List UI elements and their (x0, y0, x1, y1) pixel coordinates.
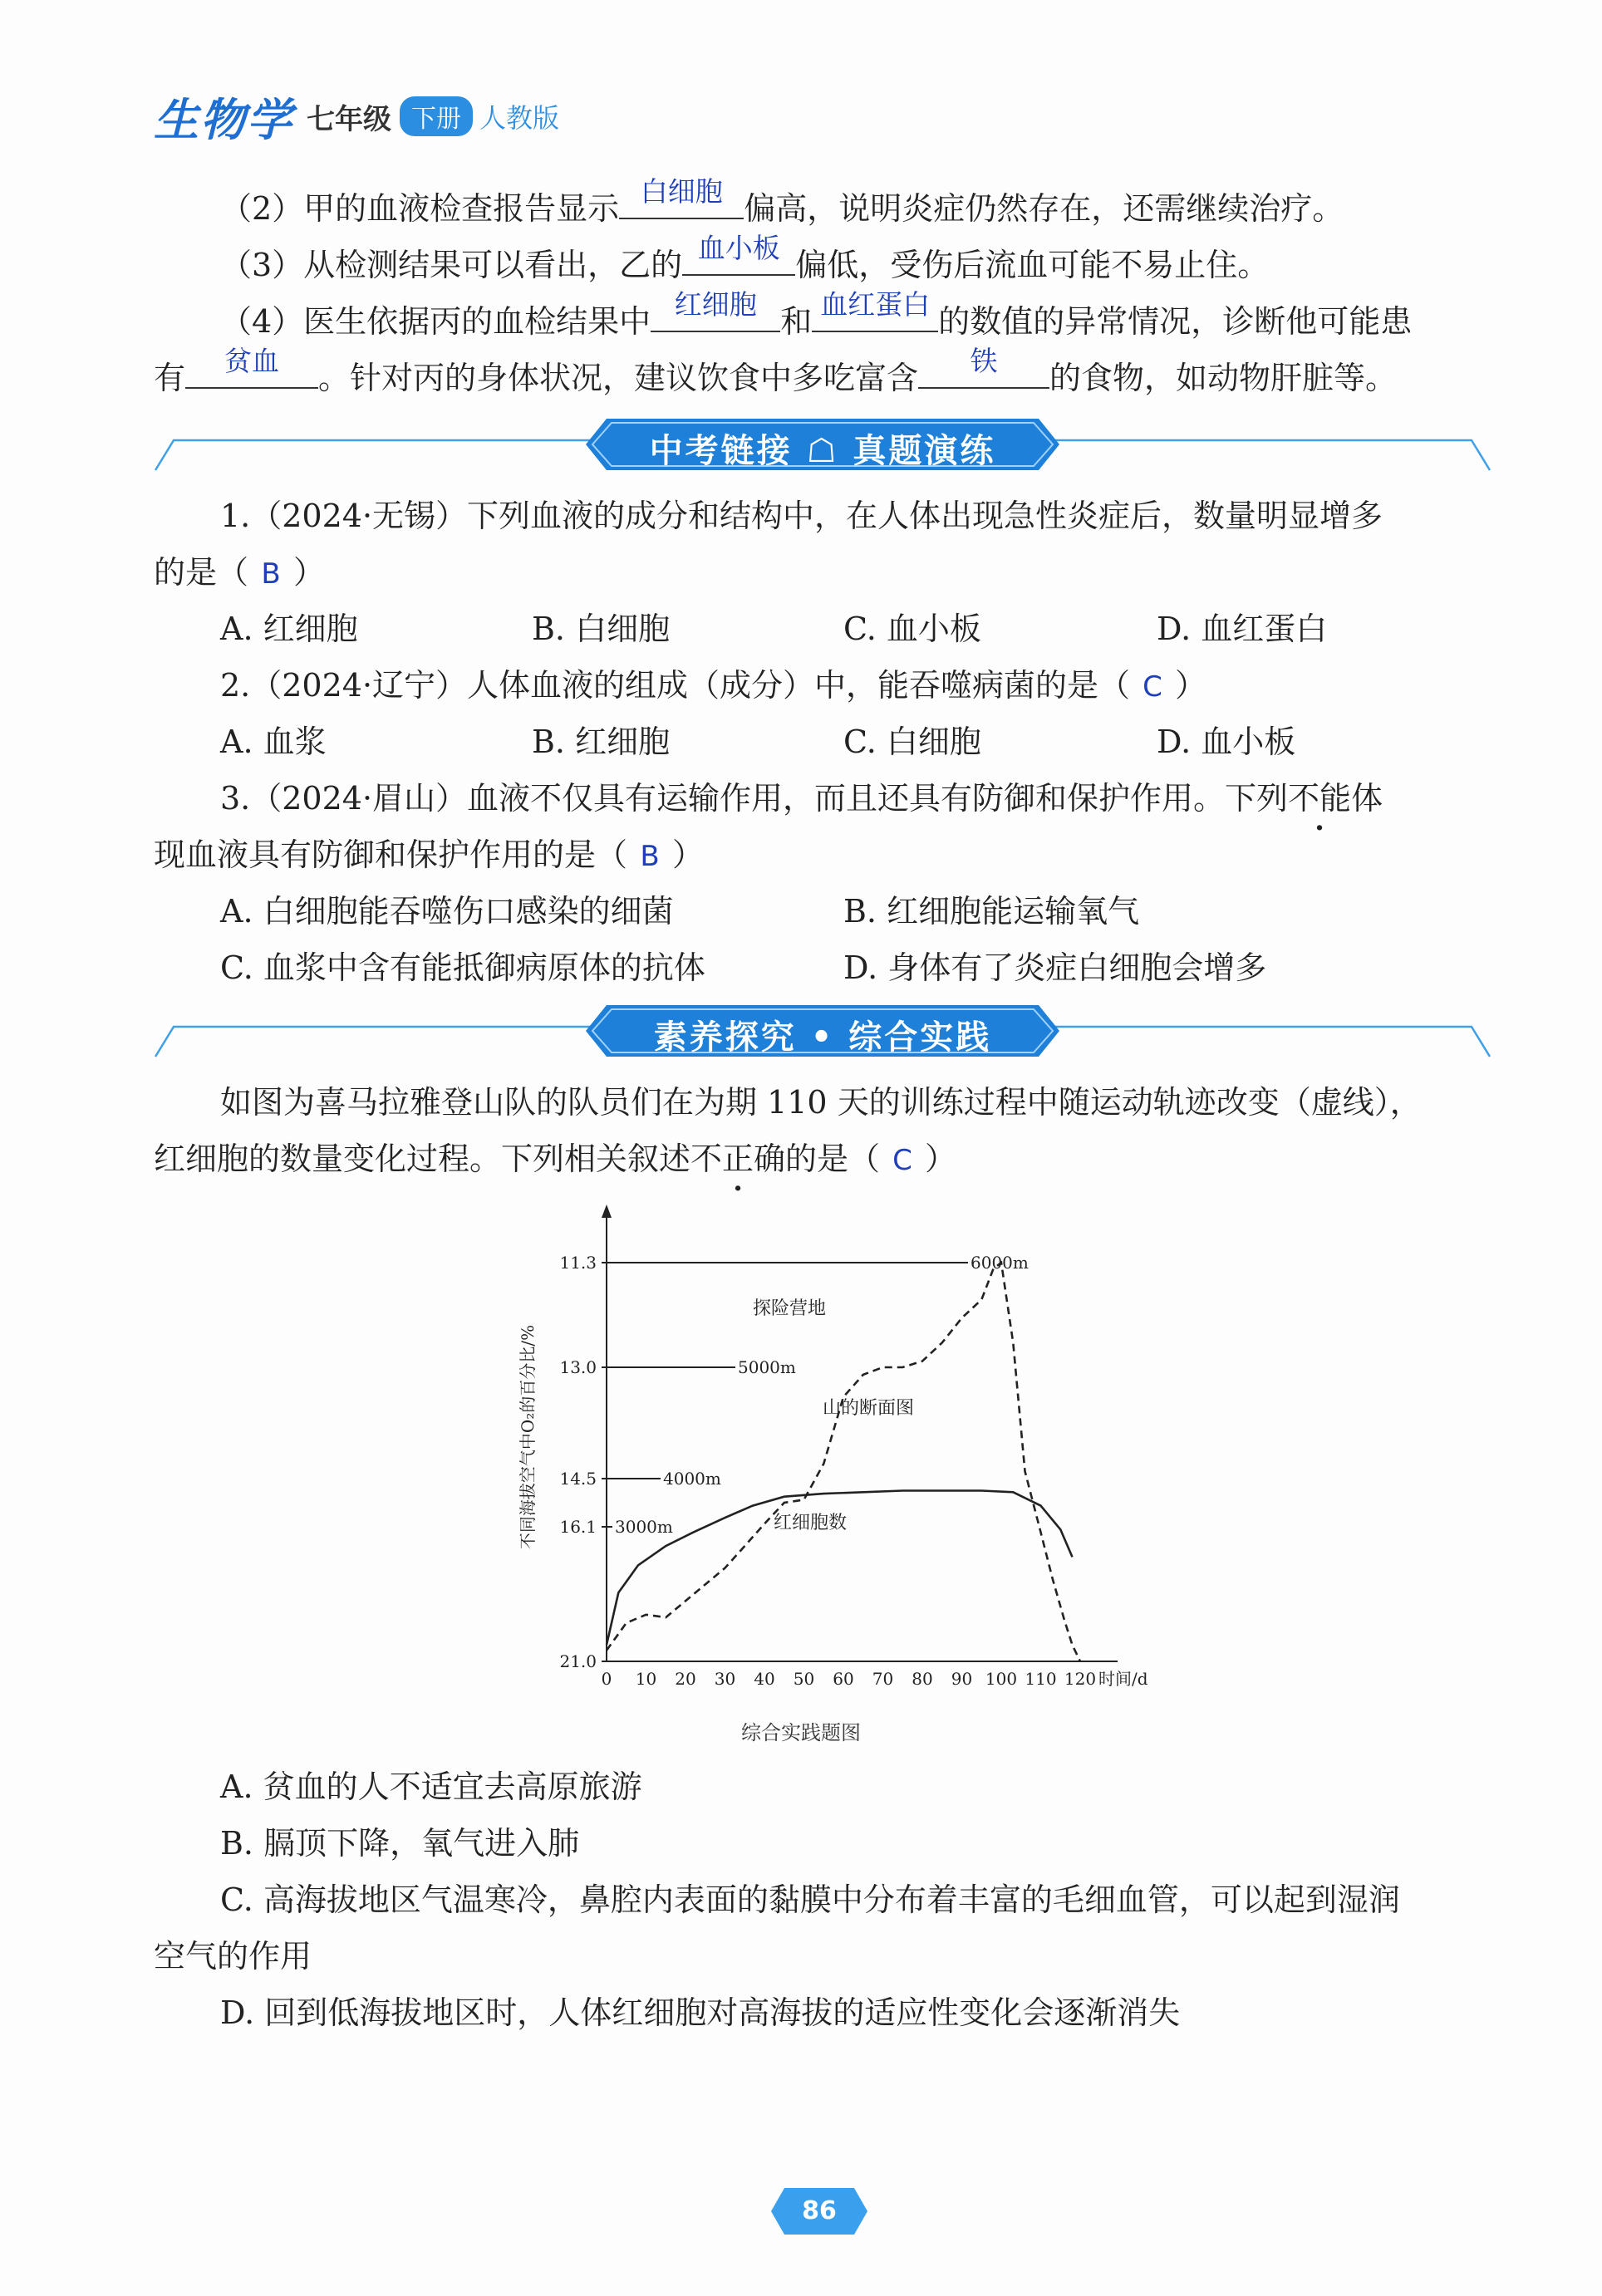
fill-q4-line1 (220, 288, 1413, 342)
x-tick-label: 100 (985, 1669, 1018, 1689)
section-banner-practice (154, 1002, 1491, 1060)
fill-q3-answer: 血小板 (697, 232, 780, 264)
y-tick-label: 16.1 (559, 1517, 597, 1537)
brand-logo: 生物学 (154, 93, 293, 146)
q2-stem-close: ） (1175, 667, 1207, 704)
q3-answer: B (640, 840, 660, 873)
q3-option-b: B. 红细胞能运输氧气 (843, 893, 1140, 930)
practice-option-b: B. 膈顶下降，氧气进入肺 (220, 1825, 580, 1862)
practice-stem-close: ） (925, 1141, 957, 1177)
practice-answer: C (892, 1144, 912, 1177)
annotation-camp: 探险营地 (752, 1298, 827, 1319)
practice-stem: 如图为喜马拉雅登山队的队员们在为期 110 天的训练过程中随运动轨迹改变（虚线）， (220, 1084, 1422, 1121)
mountain-profile-line (607, 1263, 1080, 1661)
fill-q4-text-end: 的数值的异常情况，诊断他可能患 (938, 303, 1413, 340)
q3-option-d: D. 身体有了炎症白细胞会增多 (843, 949, 1267, 986)
practice-option-a: A. 贫血的人不适宜去高原旅游 (220, 1769, 642, 1805)
fill-q4-text-mid: 和 (780, 303, 813, 340)
q2-answer: C (1143, 670, 1162, 704)
q2-stem (220, 665, 1206, 708)
fill-q2 (220, 175, 1344, 229)
banner-exam-title: 中考链接 ☖ 真题演练 (649, 432, 996, 470)
fill-q4-blank4 (918, 345, 1049, 389)
fill-q3-text-end: 偏低，受伤后流血可能不易止住。 (795, 247, 1270, 283)
fill-q4-line2-text: 有 (154, 360, 186, 396)
fill-q4-answer3: 贫血 (224, 345, 280, 377)
q1-answer: B (261, 557, 281, 591)
fill-q4-blank1 (651, 288, 780, 332)
x-tick-label: 110 (1025, 1669, 1057, 1689)
x-tick-label: 10 (635, 1669, 657, 1689)
x-tick-label: 40 (754, 1669, 775, 1689)
q1-stem: 1.（2024·无锡）下列血液的成分和结构中，在人体出现急性炎症后，数量明显增多 (220, 498, 1383, 534)
q3-stem-close: ） (672, 836, 705, 873)
q3-stem (220, 778, 1383, 819)
q1-stem-close: ） (293, 554, 326, 591)
fill-q2-text: （2）甲的血液检查报告显示 (220, 190, 620, 227)
practice-stem-text: 红细胞的数量变化过程。下列相关叙述 (154, 1141, 691, 1177)
grade-label: 七年级 (307, 102, 391, 136)
q3-option-a: A. 白细胞能吞噬伤口感染的细菌 (220, 893, 674, 930)
page-number: 86 (802, 2196, 837, 2225)
section-banner-exam (154, 415, 1491, 473)
fill-q2-blank (619, 175, 744, 219)
y-axis-title: 不同海拔空气中O₂的百分比/% (518, 1324, 538, 1550)
q2-option-d: D. 血小板 (1157, 724, 1296, 760)
fill-q4-answer2: 血红蛋白 (820, 288, 931, 321)
q1-option-d: D. 血红蛋白 (1157, 611, 1328, 647)
practice-option-d: D. 回到低海拔地区时，人体红细胞对高海拔的适应性变化会逐渐消失 (220, 1994, 1181, 2031)
fill-q4-blank2 (812, 288, 938, 332)
fill-q4-line2-mid: 。针对丙的身体状况，建议饮食中多吃富含 (318, 360, 919, 396)
practice-stem-mid: 的是（ (785, 1141, 881, 1177)
practice-stem-line2 (154, 1138, 956, 1181)
q3-emphasis: 不能 (1288, 780, 1352, 817)
x-tick-label: 60 (833, 1669, 854, 1689)
chart-caption: 综合实践题图 (741, 1721, 861, 1744)
y-axis-arrow (602, 1204, 612, 1218)
practice-option-c-cont: 空气的作用 (154, 1938, 312, 1975)
fill-q4-answer4: 铁 (970, 345, 998, 377)
q2-option-c: C. 白细胞 (843, 724, 981, 760)
fill-q3 (220, 232, 1270, 286)
q3-stem-end: 体 (1351, 780, 1383, 817)
x-tick-label: 30 (714, 1669, 736, 1689)
altitude-chart (499, 1196, 1148, 1744)
x-tick-label: 0 (601, 1669, 612, 1689)
page-number-badge (771, 2188, 867, 2235)
fill-q2-text-end: 偏高，说明炎症仍然存在，还需继续治疗。 (744, 190, 1344, 227)
fill-q4-text: （4）医生依据丙的血检结果中 (220, 303, 651, 340)
annotation-profile: 山的断面图 (822, 1398, 915, 1419)
altitude-label: 5000m (738, 1357, 796, 1377)
fill-q4-blank3 (185, 345, 318, 389)
y-tick-label: 21.0 (559, 1651, 597, 1671)
fill-q4-line2 (154, 345, 1398, 399)
q1-option-a: A. 红细胞 (220, 611, 358, 647)
x-tick-label: 120 (1064, 1669, 1097, 1689)
y-tick-label: 13.0 (559, 1357, 597, 1377)
q1-stem-line2 (154, 552, 325, 595)
x-tick-label: 50 (793, 1669, 815, 1689)
practice-emphasis: 不正确 (690, 1141, 786, 1177)
x-tick-label: 20 (675, 1669, 696, 1689)
practice-option-c: C. 高海拔地区气温寒冷，鼻腔内表面的黏膜中分布着丰富的毛细血管，可以起到湿润 (220, 1881, 1400, 1918)
fill-q3-text: （3）从检测结果可以看出，乙的 (220, 247, 683, 283)
q2-stem-text: 2.（2024·辽宁）人体血液的组成（成分）中，能吞噬病菌的是（ (220, 667, 1131, 704)
altitude-label: 3000m (615, 1517, 673, 1537)
altitude-label: 6000m (971, 1253, 1029, 1273)
y-tick-label: 14.5 (559, 1469, 597, 1489)
q2-option-b: B. 红细胞 (532, 724, 671, 760)
q3-stem-line2 (154, 834, 704, 877)
book-header (154, 83, 559, 150)
x-tick-label: 70 (872, 1669, 894, 1689)
q3-stem-text: 3.（2024·眉山）血液不仅具有运输作用，而且还具有防御和保护作用。下列 (220, 780, 1289, 817)
q1-stem-text: 的是（ (154, 554, 249, 591)
x-tick-label: 80 (912, 1669, 933, 1689)
x-axis-title: 时间/d (1098, 1669, 1148, 1689)
fill-q2-answer: 白细胞 (640, 175, 723, 208)
banner-practice-title: 素养探究 • 综合实践 (653, 1018, 992, 1057)
q3-option-c: C. 血浆中含有能抵御病原体的抗体 (220, 949, 705, 986)
x-tick-label: 90 (951, 1669, 973, 1689)
term-badge: 下册 (400, 96, 473, 136)
q3-stem-line2-text: 现血液具有防御和保护作用的是（ (154, 836, 628, 873)
altitude-label: 4000m (663, 1469, 721, 1489)
fill-q3-blank (682, 232, 795, 276)
fill-q4-answer1: 红细胞 (674, 288, 757, 321)
y-tick-label: 11.3 (559, 1253, 597, 1273)
edition-label: 人教版 (479, 102, 560, 134)
q1-option-c: C. 血小板 (843, 611, 981, 647)
annotation-rbc: 红细胞数 (773, 1513, 848, 1533)
q2-option-a: A. 血浆 (220, 724, 327, 760)
fill-q4-line2-end: 的食物，如动物肝脏等。 (1049, 360, 1398, 396)
q1-option-b: B. 白细胞 (532, 611, 671, 647)
